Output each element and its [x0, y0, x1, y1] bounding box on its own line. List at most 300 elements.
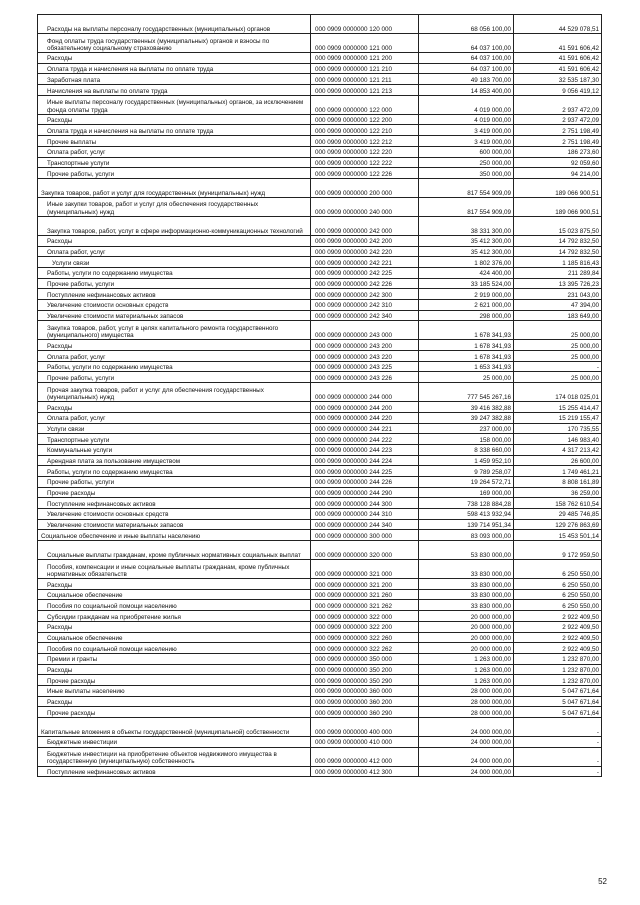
- table-row: [38, 157, 602, 168]
- row-code-cell: 000 0909 0000000 240 000: [311, 197, 419, 216]
- budget-report-sheet: [37, 14, 601, 777]
- row-code-cell: 000 0909 0000000 322 200: [311, 621, 419, 632]
- row-code-cell: 000 0909 0000000 321 262: [311, 600, 419, 611]
- row-name-cell: Расходы: [38, 696, 311, 707]
- row-code-cell: 000 0909 0000000 242 221: [311, 257, 419, 268]
- row-name-cell: Арендная плата за пользование имуществом: [38, 455, 311, 466]
- row-executed-amount-cell: 25 000,00: [514, 340, 602, 351]
- row-approved-amount-cell: 33 830 000,00: [419, 600, 514, 611]
- row-code-cell: 000 0909 0000000 243 200: [311, 340, 419, 351]
- row-code-cell: 000 0909 0000000 122 210: [311, 125, 419, 136]
- row-name-cell: Бюджетные инвестиции на приобретение объектов недвижимого имущества в государственную (муниципальную) собственность: [38, 747, 311, 766]
- table-row: [38, 321, 602, 340]
- table-row: [38, 412, 602, 423]
- table-row: [38, 53, 602, 64]
- table-row: [38, 372, 602, 383]
- row-executed-amount-cell: 6 250 550,00: [514, 560, 602, 579]
- row-code-cell: 000 0909 0000000 350 000: [311, 653, 419, 664]
- row-approved-amount-cell: 28 000 000,00: [419, 685, 514, 696]
- table-row: [38, 95, 602, 114]
- row-code-cell: 000 0909 0000000 321 200: [311, 579, 419, 590]
- row-code-cell: 000 0909 0000000 242 000: [311, 216, 419, 235]
- row-name-cell: Бюджетные инвестиции: [38, 737, 311, 748]
- table-row: [38, 136, 602, 147]
- row-code-cell: 000 0909 0000000 244 221: [311, 423, 419, 434]
- row-executed-amount-cell: 25 000,00: [514, 351, 602, 362]
- row-approved-amount-cell: 9 789 258,07: [419, 466, 514, 477]
- row-code-cell: 000 0909 0000000 121 213: [311, 85, 419, 96]
- row-name-cell: Транспортные услуги: [38, 434, 311, 445]
- row-approved-amount-cell: 169 000,00: [419, 487, 514, 498]
- row-name-cell: Увеличение стоимости основных средств: [38, 509, 311, 520]
- table-row: [38, 519, 602, 530]
- row-approved-amount-cell: 8 338 660,00: [419, 444, 514, 455]
- table-row: [38, 216, 602, 235]
- row-code-cell: 000 0909 0000000 244 226: [311, 476, 419, 487]
- row-name-cell: Коммунальные услуги: [38, 444, 311, 455]
- row-executed-amount-cell: 189 066 900,51: [514, 197, 602, 216]
- row-approved-amount-cell: 24 000 000,00: [419, 737, 514, 748]
- row-code-cell: 000 0909 0000000 244 222: [311, 434, 419, 445]
- row-executed-amount-cell: 4 317 213,42: [514, 444, 602, 455]
- row-approved-amount-cell: 83 093 000,00: [419, 530, 514, 541]
- row-executed-amount-cell: 14 792 832,50: [514, 235, 602, 246]
- table-row: [38, 267, 602, 278]
- row-code-cell: 000 0909 0000000 243 000: [311, 321, 419, 340]
- table-row: [38, 498, 602, 509]
- row-executed-amount-cell: 2 922 409,50: [514, 632, 602, 643]
- row-executed-amount-cell: 1 232 870,00: [514, 675, 602, 686]
- table-row: [38, 146, 602, 157]
- row-approved-amount-cell: 1 678 341,93: [419, 340, 514, 351]
- row-executed-amount-cell: -: [514, 766, 602, 777]
- row-code-cell: 000 0909 0000000 360 200: [311, 696, 419, 707]
- row-executed-amount-cell: 25 000,00: [514, 321, 602, 340]
- row-code-cell: 000 0909 0000000 200 000: [311, 178, 419, 197]
- table-row: [38, 579, 602, 590]
- row-executed-amount-cell: 26 600,00: [514, 455, 602, 466]
- table-row: [38, 310, 602, 321]
- table-row: [38, 235, 602, 246]
- table-row: [38, 114, 602, 125]
- row-approved-amount-cell: 350 000,00: [419, 168, 514, 179]
- budget-table: [37, 14, 602, 777]
- table-row: [38, 509, 602, 520]
- row-name-cell: Прочие расходы: [38, 487, 311, 498]
- row-name-cell: Закупка товаров, работ, услуг в сфере информационно-коммуникационных технологий: [38, 216, 311, 235]
- row-code-cell: 000 0909 0000000 242 225: [311, 267, 419, 278]
- row-name-cell: Прочие работы, услуги: [38, 278, 311, 289]
- row-approved-amount-cell: 4 019 000,00: [419, 95, 514, 114]
- row-executed-amount-cell: 170 735,55: [514, 423, 602, 434]
- row-name-cell: Пособия по социальной помощи населению: [38, 643, 311, 654]
- row-approved-amount-cell: 19 264 572,71: [419, 476, 514, 487]
- row-name-cell: Иные выплаты населению: [38, 685, 311, 696]
- row-executed-amount-cell: 32 535 187,30: [514, 74, 602, 85]
- row-name-cell: Расходы: [38, 402, 311, 413]
- table-row: [38, 351, 602, 362]
- row-code-cell: 000 0909 0000000 244 300: [311, 498, 419, 509]
- row-name-cell: Расходы: [38, 340, 311, 351]
- row-approved-amount-cell: 68 056 100,00: [419, 15, 514, 34]
- row-approved-amount-cell: 250 000,00: [419, 157, 514, 168]
- row-approved-amount-cell: 20 000 000,00: [419, 643, 514, 654]
- row-executed-amount-cell: 94 214,00: [514, 168, 602, 179]
- table-row: [38, 737, 602, 748]
- row-approved-amount-cell: 817 554 909,09: [419, 197, 514, 216]
- row-approved-amount-cell: 39 416 382,88: [419, 402, 514, 413]
- row-code-cell: 000 0909 0000000 321 260: [311, 589, 419, 600]
- row-executed-amount-cell: 41 591 606,42: [514, 34, 602, 53]
- row-code-cell: 000 0909 0000000 244 290: [311, 487, 419, 498]
- row-executed-amount-cell: 36 259,00: [514, 487, 602, 498]
- row-name-cell: Социальное обеспечение и иные выплаты населению: [38, 530, 311, 541]
- row-code-cell: 000 0909 0000000 122 222: [311, 157, 419, 168]
- row-approved-amount-cell: 1 263 000,00: [419, 675, 514, 686]
- row-code-cell: 000 0909 0000000 242 200: [311, 235, 419, 246]
- table-row: [38, 63, 602, 74]
- row-code-cell: 000 0909 0000000 242 300: [311, 289, 419, 300]
- row-approved-amount-cell: 64 037 100,00: [419, 34, 514, 53]
- row-name-cell: Оплата работ, услуг: [38, 246, 311, 257]
- row-executed-amount-cell: 6 250 550,00: [514, 589, 602, 600]
- row-name-cell: Фонд оплаты труда государственных (муниципальных) органов и взносы по обязательному социальному страхованию: [38, 34, 311, 53]
- row-executed-amount-cell: 2 922 409,50: [514, 621, 602, 632]
- row-code-cell: 000 0909 0000000 122 226: [311, 168, 419, 179]
- row-code-cell: 000 0909 0000000 120 000: [311, 15, 419, 34]
- row-code-cell: 000 0909 0000000 322 260: [311, 632, 419, 643]
- row-name-cell: Услуги связи: [38, 257, 311, 268]
- row-executed-amount-cell: -: [514, 361, 602, 372]
- row-name-cell: Расходы: [38, 53, 311, 64]
- row-approved-amount-cell: 33 830 000,00: [419, 579, 514, 590]
- table-row: [38, 34, 602, 53]
- row-name-cell: Прочие работы, услуги: [38, 476, 311, 487]
- row-name-cell: Оплата работ, услуг: [38, 351, 311, 362]
- row-code-cell: 000 0909 0000000 244 220: [311, 412, 419, 423]
- row-approved-amount-cell: 33 830 000,00: [419, 560, 514, 579]
- row-name-cell: Субсидии гражданам на приобретение жилья: [38, 611, 311, 622]
- row-executed-amount-cell: 15 023 875,50: [514, 216, 602, 235]
- row-approved-amount-cell: 24 000 000,00: [419, 718, 514, 737]
- table-row: [38, 178, 602, 197]
- row-name-cell: Закупка товаров, работ и услуг для государственных (муниципальных) нужд: [38, 178, 311, 197]
- row-code-cell: 000 0909 0000000 244 310: [311, 509, 419, 520]
- row-executed-amount-cell: 211 289,84: [514, 267, 602, 278]
- row-name-cell: Пособия, компенсации и иные социальные выплаты гражданам, кроме публичных нормативных обязательств: [38, 560, 311, 579]
- budget-table-body: [38, 15, 602, 777]
- row-approved-amount-cell: 158 000,00: [419, 434, 514, 445]
- row-executed-amount-cell: 9 172 959,50: [514, 541, 602, 560]
- table-row: [38, 718, 602, 737]
- table-row: [38, 685, 602, 696]
- row-approved-amount-cell: 33 830 000,00: [419, 589, 514, 600]
- row-executed-amount-cell: 2 751 198,49: [514, 125, 602, 136]
- row-executed-amount-cell: 6 250 550,00: [514, 600, 602, 611]
- table-row: [38, 487, 602, 498]
- row-executed-amount-cell: 2 922 409,50: [514, 643, 602, 654]
- table-row: [38, 423, 602, 434]
- row-code-cell: 000 0909 0000000 350 200: [311, 664, 419, 675]
- row-approved-amount-cell: 817 554 909,09: [419, 178, 514, 197]
- row-code-cell: 000 0909 0000000 321 000: [311, 560, 419, 579]
- row-name-cell: Работы, услуги по содержанию имущества: [38, 267, 311, 278]
- row-approved-amount-cell: 53 830 000,00: [419, 541, 514, 560]
- row-approved-amount-cell: 33 185 524,00: [419, 278, 514, 289]
- row-code-cell: 000 0909 0000000 121 211: [311, 74, 419, 85]
- row-code-cell: 000 0909 0000000 121 200: [311, 53, 419, 64]
- row-name-cell: Прочие выплаты: [38, 136, 311, 147]
- table-row: [38, 444, 602, 455]
- row-code-cell: 000 0909 0000000 121 000: [311, 34, 419, 53]
- row-executed-amount-cell: 14 792 832,50: [514, 246, 602, 257]
- row-executed-amount-cell: 2 751 198,49: [514, 136, 602, 147]
- row-name-cell: Поступление нефинансовых активов: [38, 766, 311, 777]
- table-row: [38, 300, 602, 311]
- row-name-cell: Прочие работы, услуги: [38, 168, 311, 179]
- row-approved-amount-cell: 298 000,00: [419, 310, 514, 321]
- table-row: [38, 560, 602, 579]
- table-row: [38, 340, 602, 351]
- row-name-cell: Работы, услуги по содержанию имущества: [38, 466, 311, 477]
- row-name-cell: Поступление нефинансовых активов: [38, 498, 311, 509]
- row-name-cell: Прочие работы, услуги: [38, 372, 311, 383]
- row-code-cell: 000 0909 0000000 244 225: [311, 466, 419, 477]
- row-approved-amount-cell: 600 000,00: [419, 146, 514, 157]
- row-executed-amount-cell: 25 000,00: [514, 372, 602, 383]
- table-row: [38, 696, 602, 707]
- row-executed-amount-cell: 41 591 606,42: [514, 53, 602, 64]
- row-name-cell: Закупка товаров, работ, услуг в целях капитального ремонта государственного (муниципального) имущества: [38, 321, 311, 340]
- table-row: [38, 257, 602, 268]
- row-executed-amount-cell: 92 059,60: [514, 157, 602, 168]
- row-code-cell: 000 0909 0000000 242 220: [311, 246, 419, 257]
- row-executed-amount-cell: 9 056 419,12: [514, 85, 602, 96]
- row-name-cell: Иные выплаты персоналу государственных (муниципальных) органов, за исключением фонда оплаты труда: [38, 95, 311, 114]
- row-code-cell: 000 0909 0000000 350 290: [311, 675, 419, 686]
- row-code-cell: 000 0909 0000000 244 200: [311, 402, 419, 413]
- table-row: [38, 747, 602, 766]
- row-name-cell: Расходы: [38, 664, 311, 675]
- row-executed-amount-cell: 129 276 863,69: [514, 519, 602, 530]
- row-approved-amount-cell: 777 545 267,16: [419, 383, 514, 402]
- row-name-cell: Капитальные вложения в объекты государственной (муниципальной) собственности: [38, 718, 311, 737]
- row-code-cell: 000 0909 0000000 242 340: [311, 310, 419, 321]
- row-approved-amount-cell: 1 263 000,00: [419, 664, 514, 675]
- row-code-cell: 000 0909 0000000 360 000: [311, 685, 419, 696]
- row-name-cell: Услуги связи: [38, 423, 311, 434]
- table-row: [38, 466, 602, 477]
- row-executed-amount-cell: 5 047 671,64: [514, 685, 602, 696]
- row-approved-amount-cell: 1 459 952,10: [419, 455, 514, 466]
- table-row: [38, 530, 602, 541]
- row-approved-amount-cell: 28 000 000,00: [419, 696, 514, 707]
- row-code-cell: 000 0909 0000000 122 000: [311, 95, 419, 114]
- row-code-cell: 000 0909 0000000 122 220: [311, 146, 419, 157]
- row-executed-amount-cell: 15 255 414,47: [514, 402, 602, 413]
- row-name-cell: Увеличение стоимости основных средств: [38, 300, 311, 311]
- table-row: [38, 707, 602, 718]
- row-code-cell: 000 0909 0000000 244 000: [311, 383, 419, 402]
- table-row: [38, 664, 602, 675]
- table-row: [38, 643, 602, 654]
- table-row: [38, 246, 602, 257]
- row-executed-amount-cell: 5 047 671,64: [514, 707, 602, 718]
- table-row: [38, 621, 602, 632]
- row-approved-amount-cell: 64 037 100,00: [419, 63, 514, 74]
- row-name-cell: Социальное обеспечение: [38, 632, 311, 643]
- row-name-cell: Оплата работ, услуг: [38, 412, 311, 423]
- row-approved-amount-cell: 1 678 341,93: [419, 321, 514, 340]
- row-approved-amount-cell: 2 919 000,00: [419, 289, 514, 300]
- table-row: [38, 85, 602, 96]
- row-name-cell: Увеличение стоимости материальных запасов: [38, 519, 311, 530]
- row-code-cell: 000 0909 0000000 244 340: [311, 519, 419, 530]
- row-executed-amount-cell: 146 983,40: [514, 434, 602, 445]
- table-row: [38, 766, 602, 777]
- table-row: [38, 289, 602, 300]
- row-name-cell: Расходы: [38, 114, 311, 125]
- row-code-cell: 000 0909 0000000 360 290: [311, 707, 419, 718]
- row-name-cell: Прочие расходы: [38, 675, 311, 686]
- row-approved-amount-cell: 738 128 884,28: [419, 498, 514, 509]
- table-row: [38, 278, 602, 289]
- row-approved-amount-cell: 3 419 000,00: [419, 136, 514, 147]
- row-approved-amount-cell: 424 400,00: [419, 267, 514, 278]
- table-row: [38, 600, 602, 611]
- table-row: [38, 383, 602, 402]
- row-code-cell: 000 0909 0000000 122 200: [311, 114, 419, 125]
- row-name-cell: Поступление нефинансовых активов: [38, 289, 311, 300]
- row-code-cell: 000 0909 0000000 300 000: [311, 530, 419, 541]
- row-approved-amount-cell: 3 419 000,00: [419, 125, 514, 136]
- row-executed-amount-cell: 1 185 816,43: [514, 257, 602, 268]
- row-executed-amount-cell: 158 762 610,54: [514, 498, 602, 509]
- row-code-cell: 000 0909 0000000 410 000: [311, 737, 419, 748]
- row-executed-amount-cell: -: [514, 718, 602, 737]
- row-executed-amount-cell: -: [514, 737, 602, 748]
- row-executed-amount-cell: 29 485 746,85: [514, 509, 602, 520]
- row-approved-amount-cell: 24 000 000,00: [419, 747, 514, 766]
- row-code-cell: 000 0909 0000000 244 223: [311, 444, 419, 455]
- row-executed-amount-cell: 41 591 606,42: [514, 63, 602, 74]
- row-name-cell: Работы, услуги по содержанию имущества: [38, 361, 311, 372]
- row-name-cell: Транспортные услуги: [38, 157, 311, 168]
- table-row: [38, 434, 602, 445]
- row-name-cell: Социальные выплаты гражданам, кроме публичных нормативных социальных выплат: [38, 541, 311, 560]
- row-approved-amount-cell: 2 621 000,00: [419, 300, 514, 311]
- row-approved-amount-cell: 4 019 000,00: [419, 114, 514, 125]
- row-name-cell: Иные закупки товаров, работ и услуг для обеспечения государственных (муниципальных) нужд: [38, 197, 311, 216]
- row-approved-amount-cell: 35 412 300,00: [419, 246, 514, 257]
- table-row: [38, 541, 602, 560]
- row-approved-amount-cell: 1 678 341,93: [419, 351, 514, 362]
- row-code-cell: 000 0909 0000000 320 000: [311, 541, 419, 560]
- row-approved-amount-cell: 20 000 000,00: [419, 611, 514, 622]
- row-executed-amount-cell: 231 043,00: [514, 289, 602, 300]
- row-executed-amount-cell: -: [514, 747, 602, 766]
- row-code-cell: 000 0909 0000000 242 310: [311, 300, 419, 311]
- row-executed-amount-cell: 15 219 155,47: [514, 412, 602, 423]
- row-executed-amount-cell: 186 273,60: [514, 146, 602, 157]
- row-executed-amount-cell: 2 937 472,09: [514, 114, 602, 125]
- row-name-cell: Социальное обеспечение: [38, 589, 311, 600]
- row-name-cell: Пособия по социальной помощи населению: [38, 600, 311, 611]
- row-name-cell: Расходы: [38, 235, 311, 246]
- table-row: [38, 455, 602, 466]
- table-row: [38, 675, 602, 686]
- table-row: [38, 632, 602, 643]
- table-row: [38, 611, 602, 622]
- row-executed-amount-cell: 189 066 900,51: [514, 178, 602, 197]
- row-code-cell: 000 0909 0000000 243 226: [311, 372, 419, 383]
- row-executed-amount-cell: 8 808 161,89: [514, 476, 602, 487]
- row-approved-amount-cell: 25 000,00: [419, 372, 514, 383]
- row-name-cell: Расходы на выплаты персоналу государственных (муниципальных) органов: [38, 15, 311, 34]
- page-number: 52: [598, 877, 607, 886]
- row-executed-amount-cell: 1 232 870,00: [514, 653, 602, 664]
- row-code-cell: 000 0909 0000000 243 220: [311, 351, 419, 362]
- row-code-cell: 000 0909 0000000 121 210: [311, 63, 419, 74]
- row-approved-amount-cell: 1 653 341,93: [419, 361, 514, 372]
- row-name-cell: Премии и гранты: [38, 653, 311, 664]
- row-name-cell: Начисления на выплаты по оплате труда: [38, 85, 311, 96]
- row-executed-amount-cell: 2 937 472,09: [514, 95, 602, 114]
- row-executed-amount-cell: 47 394,00: [514, 300, 602, 311]
- row-executed-amount-cell: 13 395 726,23: [514, 278, 602, 289]
- row-code-cell: 000 0909 0000000 122 212: [311, 136, 419, 147]
- row-name-cell: Оплата труда и начисления на выплаты по оплате труда: [38, 125, 311, 136]
- row-executed-amount-cell: 15 453 501,14: [514, 530, 602, 541]
- row-name-cell: Заработная плата: [38, 74, 311, 85]
- row-approved-amount-cell: 14 853 400,00: [419, 85, 514, 96]
- row-name-cell: Расходы: [38, 621, 311, 632]
- row-code-cell: 000 0909 0000000 412 300: [311, 766, 419, 777]
- table-row: [38, 125, 602, 136]
- row-executed-amount-cell: 2 922 409,50: [514, 611, 602, 622]
- row-name-cell: Оплата работ, услуг: [38, 146, 311, 157]
- row-code-cell: 000 0909 0000000 244 224: [311, 455, 419, 466]
- row-code-cell: 000 0909 0000000 242 226: [311, 278, 419, 289]
- row-executed-amount-cell: 174 018 025,01: [514, 383, 602, 402]
- table-row: [38, 476, 602, 487]
- row-code-cell: 000 0909 0000000 322 262: [311, 643, 419, 654]
- table-row: [38, 402, 602, 413]
- row-approved-amount-cell: 28 000 000,00: [419, 707, 514, 718]
- table-row: [38, 168, 602, 179]
- row-code-cell: 000 0909 0000000 243 225: [311, 361, 419, 372]
- row-code-cell: 000 0909 0000000 322 000: [311, 611, 419, 622]
- row-name-cell: Увеличение стоимости материальных запасов: [38, 310, 311, 321]
- row-name-cell: Прочая закупка товаров, работ и услуг для обеспечения государственных (муниципальных) нужд: [38, 383, 311, 402]
- row-name-cell: Оплата труда и начисления на выплаты по оплате труда: [38, 63, 311, 74]
- row-approved-amount-cell: 35 412 300,00: [419, 235, 514, 246]
- row-approved-amount-cell: 39 247 382,88: [419, 412, 514, 423]
- row-approved-amount-cell: 1 802 376,00: [419, 257, 514, 268]
- row-approved-amount-cell: 20 000 000,00: [419, 632, 514, 643]
- table-row: [38, 197, 602, 216]
- row-approved-amount-cell: 139 714 951,34: [419, 519, 514, 530]
- row-executed-amount-cell: 1 749 461,21: [514, 466, 602, 477]
- row-approved-amount-cell: 1 263 000,00: [419, 653, 514, 664]
- table-row: [38, 361, 602, 372]
- row-executed-amount-cell: 183 649,00: [514, 310, 602, 321]
- row-approved-amount-cell: 64 037 100,00: [419, 53, 514, 64]
- row-executed-amount-cell: 5 047 671,64: [514, 696, 602, 707]
- row-name-cell: Расходы: [38, 579, 311, 590]
- row-approved-amount-cell: 38 331 300,00: [419, 216, 514, 235]
- table-row: [38, 15, 602, 34]
